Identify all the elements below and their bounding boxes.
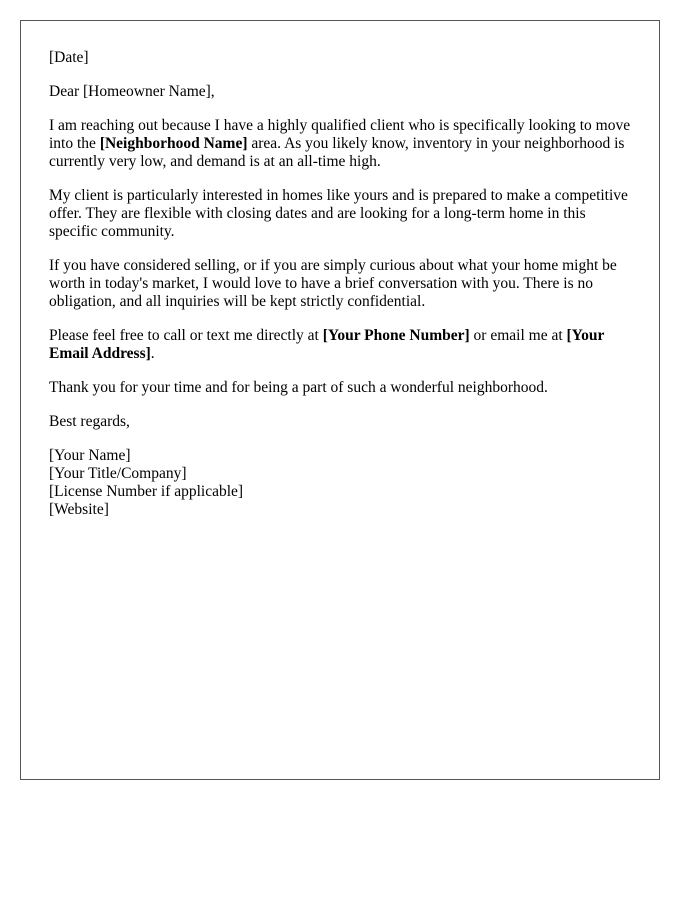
letter-closing: Best regards,: [49, 413, 130, 430]
paragraph-intro-text-b: area. As you likely know, inventory in your neighborhood is currently very low, and demand is at an all-time high.: [49, 135, 625, 170]
signature-block: [49, 447, 631, 519]
signature-title: [Your Title/Company]: [49, 465, 187, 482]
paragraph-intro: [49, 117, 631, 171]
paragraph-thanks: Thank you for your time and for being a part of such a wonderful neighborhood.: [49, 379, 548, 396]
signature-name: [Your Name]: [49, 447, 131, 464]
letter-salutation: Dear [Homeowner Name],: [49, 83, 215, 100]
signature-website: [Website]: [49, 501, 109, 518]
letter-page: [20, 20, 660, 780]
paragraph-intro-text-a: I am reaching out because I have a highly qualified client who is specifically looking to move into the: [49, 117, 631, 152]
paragraph-contact: [49, 327, 631, 363]
paragraph-contact-text-c: .: [150, 345, 155, 362]
paragraph-client-interest: My client is particularly interested in homes like yours and is prepared to make a competitive offer. They are flexible with closing dates and are looking for a long-term home in this specific community.: [49, 187, 628, 240]
letter-date: [Date]: [49, 49, 89, 66]
email-placeholder: [Your Email Address]: [49, 327, 605, 362]
paragraph-contact-text-a: Please feel free to call or text me directly at: [49, 327, 323, 344]
phone-placeholder: [Your Phone Number]: [322, 327, 470, 344]
signature-license: [License Number if applicable]: [49, 483, 244, 500]
paragraph-contact-text-b: or email me at: [469, 327, 567, 344]
neighborhood-placeholder: [Neighborhood Name]: [99, 135, 248, 152]
paragraph-offer-conversation: If you have considered selling, or if you are simply curious about what your home might be worth in today's market, I would love to have a brief conversation with you. There is no obligation, and all inquiries will be kept strictly confidential.: [49, 257, 617, 310]
